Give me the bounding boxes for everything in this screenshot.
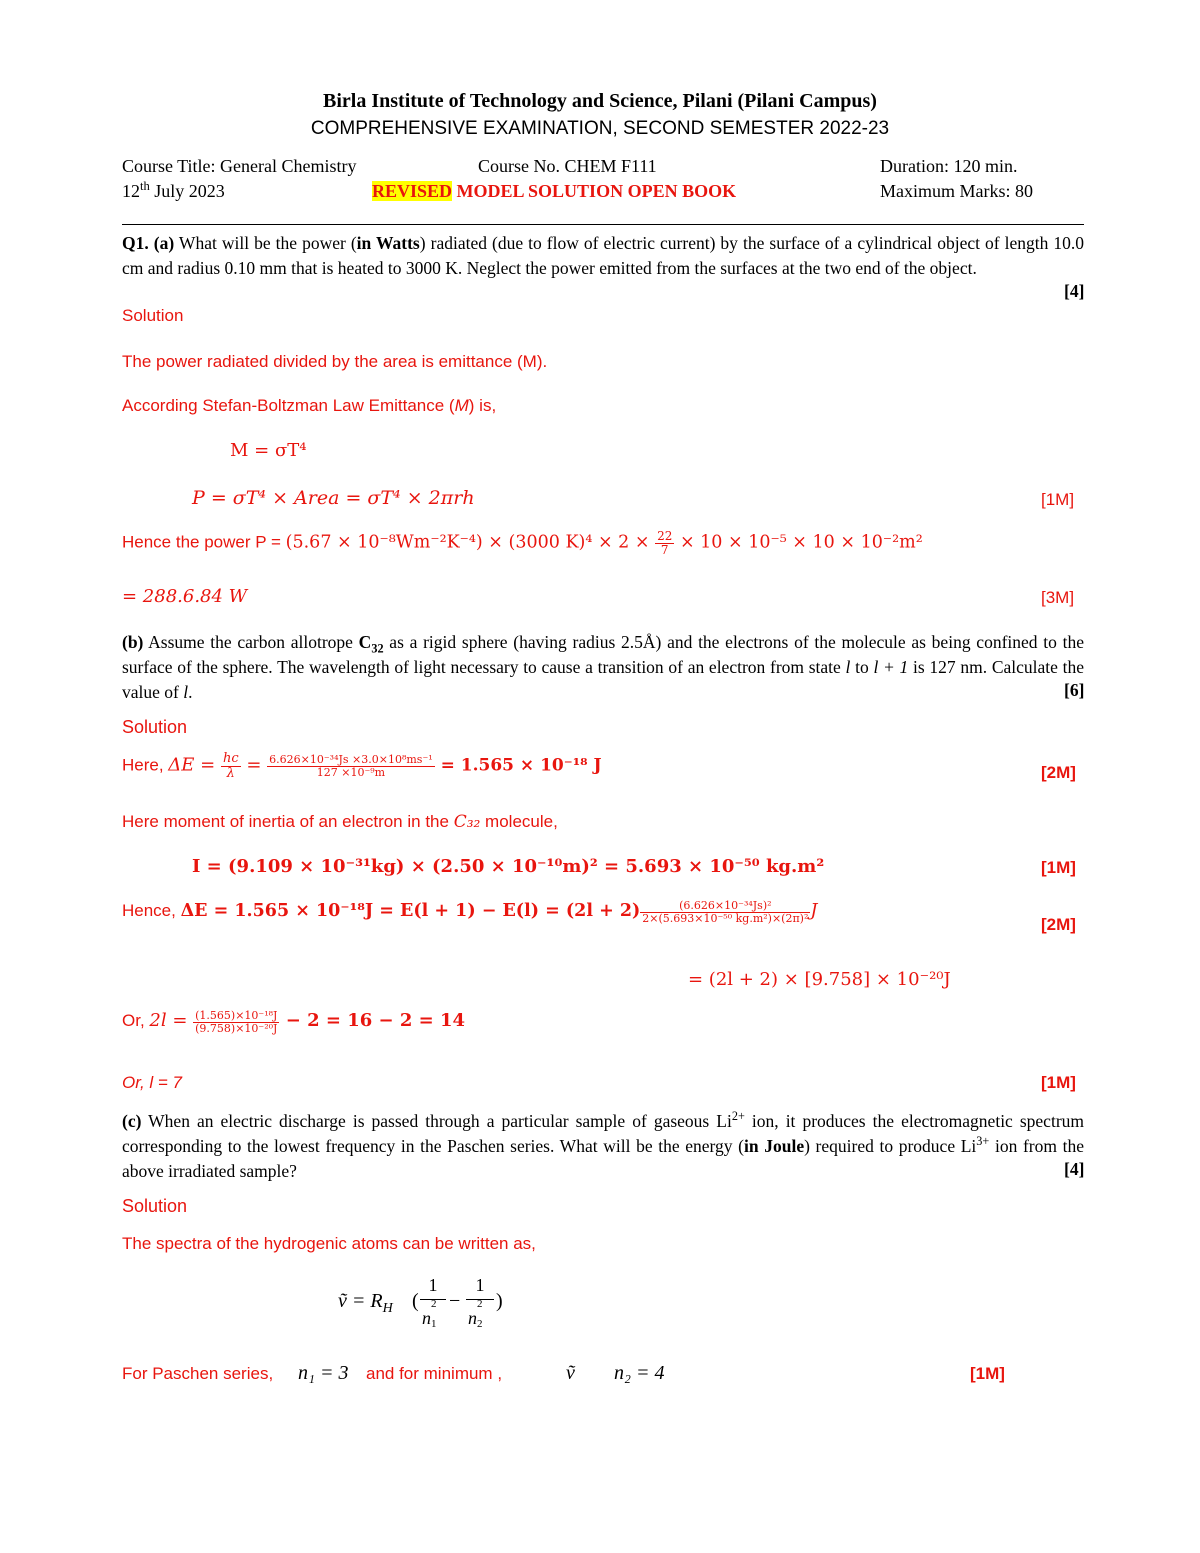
q1b-or-l-result: Or, l = 7 [122, 1073, 182, 1092]
q1a-solution-line1: The power radiated divided by the area is emittance (M). [122, 352, 548, 371]
exam-title: COMPREHENSIVE EXAMINATION, SECOND SEMESTER 2022-23 [310, 118, 890, 139]
q1b-hence-marks: [2M] [1041, 915, 1076, 934]
q1a-question: Q1. (a) What will be the power (in Watts) radiated (due to flow of electric current) by the surface of a cylindrical object of length 10.0 cm and radius 0.10 mm that is heated to 3000 K. Neglect the power emitted from the surfaces at the two end of the object. [122, 233, 1085, 278]
q1a-result-marks: [3M] [1041, 588, 1075, 607]
rydberg-eq-lhs: ṽ = $R_H$ [338, 1290, 393, 1316]
q1a-result: = 288.6.84 W [122, 586, 248, 607]
q1b-or-2l-eq: Or, 2l = $\frac{\text{(1.565)×10⁻¹⁸J}}{\text{(9.758)×10⁻²⁰J}}$ − 2 = 16 − 2 = 14 [122, 1009, 466, 1035]
q1b-energy-difference: = (2l + 2) × [9.758] × 10⁻²⁰J [688, 969, 951, 990]
q1c-solution-label: Solution [122, 1196, 188, 1216]
fraction-hc-lambda: $\frac{hc}{\lambda}$ [222, 751, 239, 781]
paschen-marks: [1M] [970, 1364, 1005, 1383]
course-number: Course No. CHEM F111 [478, 156, 657, 176]
q1a-marks: [4] [1064, 281, 1085, 301]
fraction-2l: $\frac{\text{(1.565)×10⁻¹⁸J}}{\text{(9.758)×10⁻²⁰J}}$ [195, 1009, 278, 1035]
q1a-eq-power-value: Hence the power P = (5.67 × 10⁻⁸Wm⁻²K⁻⁴) × (3000 K)⁴ × 2 × $\frac{22}{7}$ × 10 × 10⁻⁵ × 10 × 10⁻²m² [122, 529, 923, 557]
duration: Duration: 120 min. [880, 156, 1018, 176]
fraction-wavelength: $\frac{\text{6.626×10⁻³⁴Js ×3.0×10⁸ms⁻¹}}{\text{127 ×10⁻⁹m}}$ [269, 753, 433, 779]
q1c-spectra-text: The spectra of the hydrogenic atoms can be written as, [122, 1234, 536, 1253]
course-title: Course Title: General Chemistry [122, 156, 357, 176]
q1a-eq-power: P = σT⁴ × Area = σT⁴ × 2πrh [192, 487, 475, 509]
fraction-22-7: $\frac{22}{7}$ [657, 529, 673, 557]
paschen-text-a: For Paschen series, [122, 1364, 274, 1383]
rydberg-den-n2: n 2 2 [468, 1298, 483, 1330]
fraction-energy-levels: $\frac{\text{(6.626×10⁻³⁴Js)²}}{\text{2×(5.693×10⁻⁵⁰ kg.m²)×(2π)²}}$ [642, 899, 809, 925]
q1a-solution-label: Solution [122, 306, 184, 325]
q1b-moment-inertia-text: Here moment of inertia of an electron in the C₃₂ molecule, [122, 812, 558, 832]
q1b-solution-label: Solution [122, 717, 188, 737]
q1b-or-l-marks: [1M] [1041, 1073, 1076, 1092]
q1b-question: (b) Assume the carbon allotrope $C_{32}$ as a rigid sphere (having radius 2.5Å) and the electrons of the molecule as being confined to the surface of the sphere. The wavelength of light necessary to cause a transition of an electron from state l to l + 1 is 127 nm. Calculate the value of l. [122, 632, 1084, 702]
paschen-text-b: and for minimum , [366, 1364, 503, 1383]
q1a-eq-emittance: M = σT⁴ [230, 440, 307, 461]
paschen-n1: n₁ = 3 [298, 1362, 349, 1384]
paschen-n2: n₂ = 4 [614, 1362, 665, 1384]
q1b-delta-e-marks: [2M] [1041, 763, 1076, 782]
q1c-marks: [4] [1064, 1159, 1085, 1179]
institute-title: Birla Institute of Technology and Science, Pilani (Pilani Campus) [323, 90, 877, 112]
q1b-moment-inertia-marks: [1M] [1041, 858, 1076, 877]
rydberg-num-1: 1 [428, 1275, 438, 1295]
rydberg-num-2: 1 [475, 1275, 485, 1295]
q1b-hence-eq: Hence, ΔE = 1.565 × 10⁻¹⁸J = E(l + 1) − E(l) = (2l + 2) $\frac{\text{(6.626×10⁻³⁴Js)²}}{\text{2×(5.693×10⁻⁵⁰ kg.m²)×(2π)²}}$ J [122, 899, 818, 925]
paschen-nu-tilde: ṽ [566, 1362, 575, 1384]
rydberg-close-paren: ) [496, 1290, 503, 1312]
rydberg-den-n1: n 2 1 [422, 1298, 437, 1330]
q1b-marks: [6] [1064, 680, 1085, 700]
max-marks: Maximum Marks: 80 [880, 181, 1033, 201]
revised-model-solution: REVISED MODEL SOLUTION OPEN BOOK [372, 181, 737, 201]
rydberg-minus: − [449, 1290, 461, 1312]
q1a-eq-power-marks: [1M] [1041, 490, 1075, 509]
exam-date: 12th July 2023 [122, 179, 225, 201]
rydberg-open-paren: ( [412, 1290, 419, 1312]
q1a-solution-line2: According Stefan-Boltzman Law Emittance (M) is, [122, 396, 497, 415]
header-divider [122, 224, 1084, 225]
revised-highlight: REVISED [372, 181, 453, 201]
q1b-delta-e-eq: Here, ΔE = $\frac{hc}{\lambda}$ = $\frac{\text{6.626×10⁻³⁴Js ×3.0×10⁸ms⁻¹}}{\text{127 ×10⁻⁹m}}$ = 1.565 × 10⁻¹⁸ J [122, 751, 602, 781]
q1c-question: (c) When an electric discharge is passed through a particular sample of gaseous $Li^{2+}$ ion, it produces the electromagnetic spectrum corresponding to the lowest frequency in the Paschen series. What will be the energy (in Joule) required to produce $Li^{3+}$ ion from the above irradiated sample? [122, 1109, 1085, 1181]
q1b-moment-inertia-eq: I = (9.109 × 10⁻³¹kg) × (2.50 × 10⁻¹⁰m)² = 5.693 × 10⁻⁵⁰ kg.m² [192, 856, 825, 877]
